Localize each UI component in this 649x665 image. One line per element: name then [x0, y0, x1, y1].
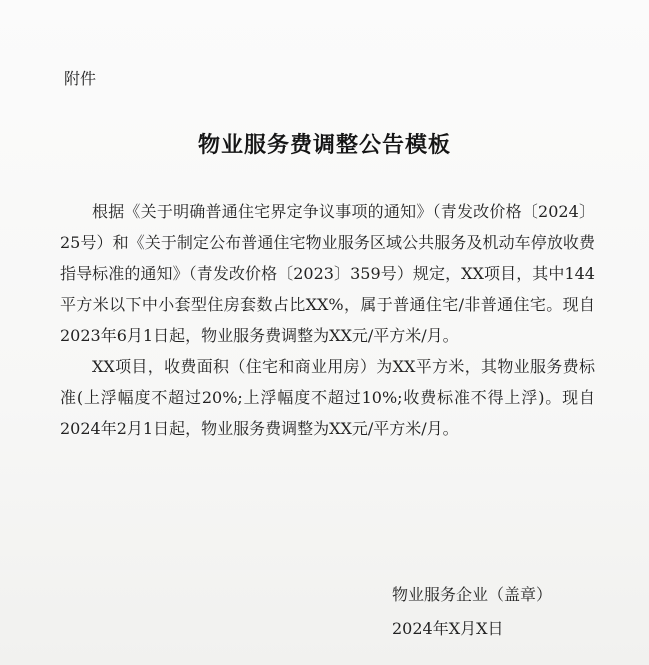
signature-block [392, 578, 552, 646]
document-body [60, 196, 595, 444]
signature-date: 2024年X月X日 [392, 619, 504, 638]
paragraph-2: XX项目，收费面积（住宅和商业用房）为XX平方米，其物业服务费标准(上浮幅度不超过20%;上浮幅度不超过10%;收费标准不得上浮)。现自2024年2月1日起，物业服务费调整为XX元/平方米/月。 [60, 357, 595, 438]
signature-company: 物业服务企业（盖章） [392, 585, 553, 604]
document-title: 物业服务费调整公告模板 [197, 133, 451, 158]
paragraph-1: 根据《关于明确普通住宅界定争议事项的通知》（青发改价格〔2024〕25号）和《关于制定公布普通住宅物业服务区域公共服务及机动车停放收费指导标准的通知》（青发改价格〔2023〕359号）规定，XX项目，其中144平方米以下中小套型住房套数占比XX%，属于普通住宅/非普通住宅。现自2023年6月1日起，物业服务费调整为XX元/平方米/月。 [60, 202, 595, 345]
attachment-label: 附件 [64, 69, 97, 88]
